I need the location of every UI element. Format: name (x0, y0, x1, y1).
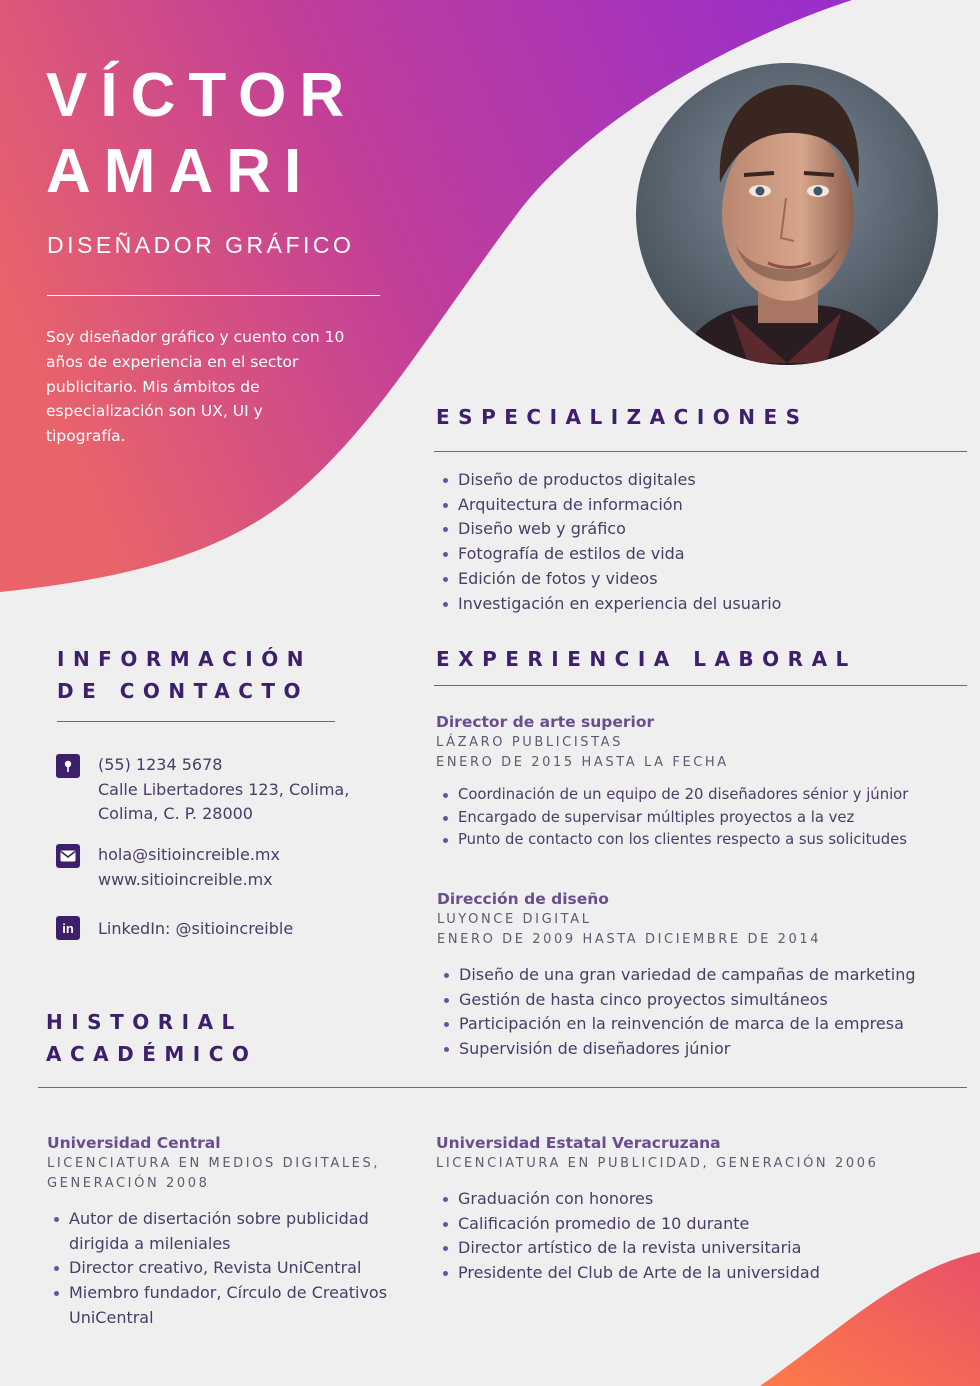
school-name: Universidad Central (47, 1134, 221, 1152)
list-item: Participación en la reinvención de marca de la empresa (437, 1012, 967, 1037)
specializations-list (436, 468, 956, 616)
list-item: Miembro fundador, Círculo de Creativos UniCentral (47, 1281, 397, 1330)
school-degree-line-1: LICENCIATURA EN PUBLICIDAD, GENERACIÓN 2006 (436, 1156, 879, 1171)
list-item: Investigación en experiencia del usuario (436, 592, 956, 617)
list-item: Presidente del Club de Arte de la universidad (436, 1261, 956, 1286)
job-role: DISEÑADOR GRÁFICO (47, 232, 355, 258)
job-entry (437, 888, 967, 1062)
school-entry (47, 1132, 397, 1331)
job-dates: ENERO DE 2015 HASTA LA FECHA (436, 755, 729, 770)
job-entry (436, 711, 966, 852)
list-item: Fotografía de estilos de vida (436, 542, 956, 567)
email-link[interactable]: hola@sitioincreible.mx (98, 845, 280, 864)
job-company: LÁZARO PUBLICISTAS (436, 735, 624, 750)
job-duties (437, 963, 967, 1062)
contact-title-line-2: DE CONTACTO (57, 679, 310, 703)
name-line-1: VÍCTOR (46, 61, 358, 130)
education-title-line-1: HISTORIAL (46, 1010, 243, 1034)
list-item: Arquitectura de información (436, 493, 956, 518)
list-item: Diseño web y gráfico (436, 517, 956, 542)
list-item: Supervisión de diseñadores júnior (437, 1037, 967, 1062)
job-dates: ENERO DE 2009 HASTA DICIEMBRE DE 2014 (437, 932, 822, 947)
school-achievements (436, 1187, 956, 1286)
school-degree-line-1: LICENCIATURA EN MEDIOS DIGITALES, (47, 1156, 381, 1171)
specializations-divider (434, 451, 967, 452)
list-item: Diseño de una gran variedad de campañas de marketing (437, 963, 967, 988)
profile-photo (636, 63, 938, 365)
linkedin-icon: in (56, 916, 80, 940)
school-achievements (47, 1207, 397, 1331)
list-item: Coordinación de un equipo de 20 diseñadores sénior y júnior (436, 784, 966, 807)
list-item: Graduación con honores (436, 1187, 956, 1212)
job-duties (436, 784, 966, 852)
list-item: Encargado de supervisar múltiples proyectos a la vez (436, 807, 966, 830)
contact-title (57, 643, 312, 707)
list-item: Diseño de productos digitales (436, 468, 956, 493)
experience-divider (434, 685, 967, 686)
name-line-2: AMARI (46, 137, 315, 206)
education-divider (38, 1087, 967, 1088)
job-title: Director de arte superior (436, 713, 655, 731)
contact-divider (57, 721, 335, 722)
list-item: Punto de contacto con los clientes respecto a sus solicitudes (436, 829, 966, 852)
job-company: LUYONCE DIGITAL (437, 912, 592, 927)
header-divider (47, 295, 380, 296)
list-item: Edición de fotos y videos (436, 567, 956, 592)
address-line-2: Colima, C. P. 28000 (98, 804, 253, 824)
specializations-title: ESPECIALIZACIONES (436, 405, 809, 429)
job-title: Dirección de diseño (437, 890, 609, 908)
list-item: Director creativo, Revista UniCentral (47, 1256, 397, 1281)
contact-email-block (98, 843, 280, 892)
school-name: Universidad Estatal Veracruzana (436, 1134, 721, 1152)
website-link[interactable]: www.sitioincreible.mx (98, 869, 273, 889)
candidate-name (46, 58, 357, 210)
experience-title: EXPERIENCIA LABORAL (436, 647, 857, 671)
education-title-line-2: ACADÉMICO (46, 1042, 258, 1066)
envelope-icon (56, 844, 80, 868)
school-degree-line-2: GENERACIÓN 2008 (47, 1176, 210, 1191)
contact-address-block (98, 753, 349, 827)
list-item: Autor de disertación sobre publicidad dirigida a mileniales (47, 1207, 397, 1256)
school-entry (436, 1132, 956, 1286)
about-text: Soy diseñador gráfico y cuento con 10 años de experiencia en el sector publicitario. Mis ámbitos de especialización son UX, UI y tipografía. (46, 328, 345, 446)
list-item: Calificación promedio de 10 durante (436, 1212, 956, 1237)
contact-title-line-1: INFORMACIÓN (57, 647, 312, 671)
linkedin-link[interactable]: LinkedIn: @sitioincreible (98, 919, 294, 938)
location-pin-icon (56, 754, 80, 778)
phone-text: (55) 1234 5678 (98, 755, 223, 774)
list-item: Gestión de hasta cinco proyectos simultáneos (437, 988, 967, 1013)
address-line-1: Calle Libertadores 123, Colima, (98, 779, 350, 799)
education-title (46, 1006, 257, 1070)
list-item: Director artístico de la revista universitaria (436, 1236, 956, 1261)
